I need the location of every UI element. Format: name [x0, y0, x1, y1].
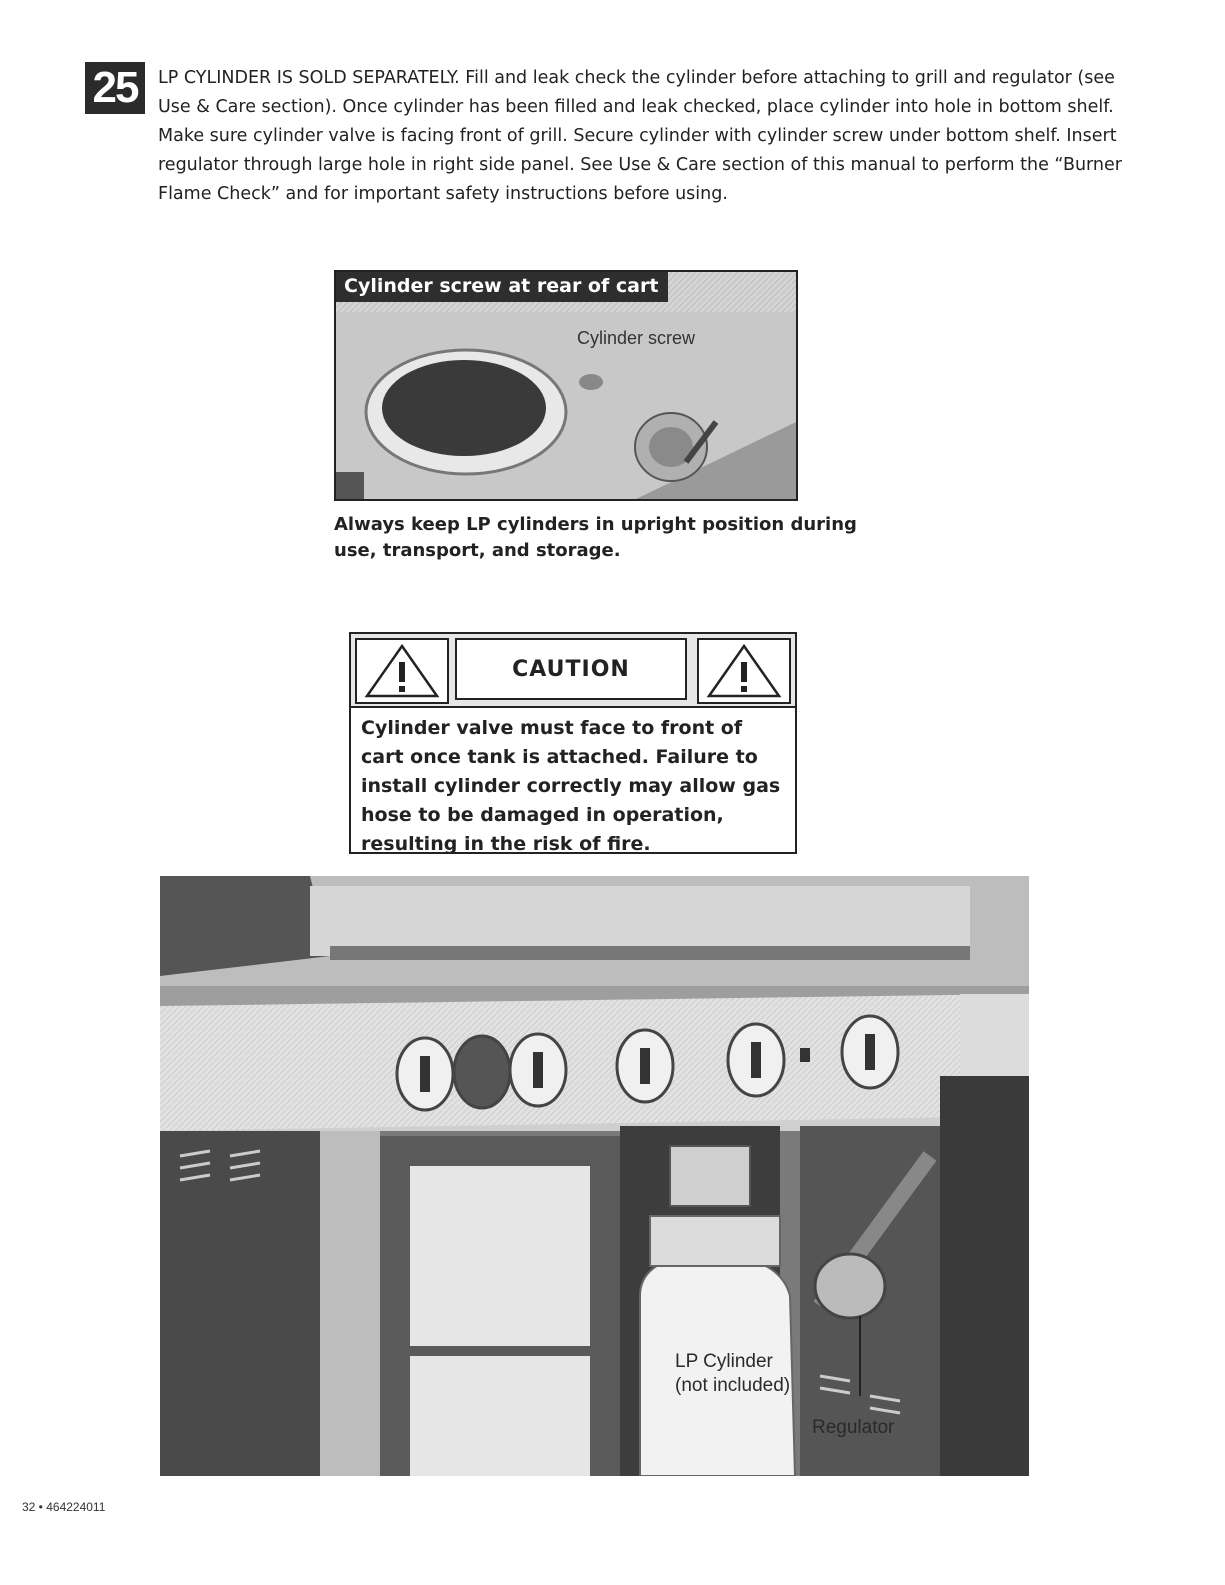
caution-text: Cylinder valve must face to front of cart once tank is attached. Failure to install cylinder correctly may allow gas hose to be damaged in operation, resulting in the risk of fire. [361, 717, 781, 855]
cylinder-screw-illustration [334, 270, 798, 501]
grill-cart-illustration [160, 876, 1029, 1476]
page-footer: 32 • 464224011 [22, 1500, 106, 1514]
shelf-drawing [336, 272, 796, 499]
cylinder-screw-callout: Cylinder screw [577, 328, 696, 348]
caution-header [351, 634, 795, 708]
regulator-label: Regulator [812, 1417, 895, 1438]
warning-triangle-icon [697, 638, 791, 704]
step-number-badge: 25 [85, 62, 145, 114]
cylinder-label-line1: LP Cylinder [675, 1351, 773, 1372]
caution-box [349, 632, 797, 854]
upright-note: Always keep LP cylinders in upright position during use, transport, and storage. [334, 514, 857, 561]
cylinder-label-line2: (not included) [675, 1375, 791, 1396]
grill-drawing [160, 876, 1029, 1476]
caution-title: CAUTION [455, 638, 687, 700]
cylinder-label [675, 1350, 790, 1398]
figure-title: Cylinder screw at rear of cart [336, 272, 668, 302]
instruction-paragraph: LP CYLINDER IS SOLD SEPARATELY. Fill and leak check the cylinder before attaching to grill and regulator (see Use & Care section). Once cylinder has been filled and leak checked, place cylinder into hole in bottom shelf. Make sure cylinder valve is facing front of grill. Secure cylinder with cylinder screw under bottom shelf. Insert regulator through large hole in right side panel. See Use & Care section of this manual to perform the “Burner Flame Check” and for important safety instructions before using. [158, 68, 1122, 204]
warning-triangle-icon [355, 638, 449, 704]
